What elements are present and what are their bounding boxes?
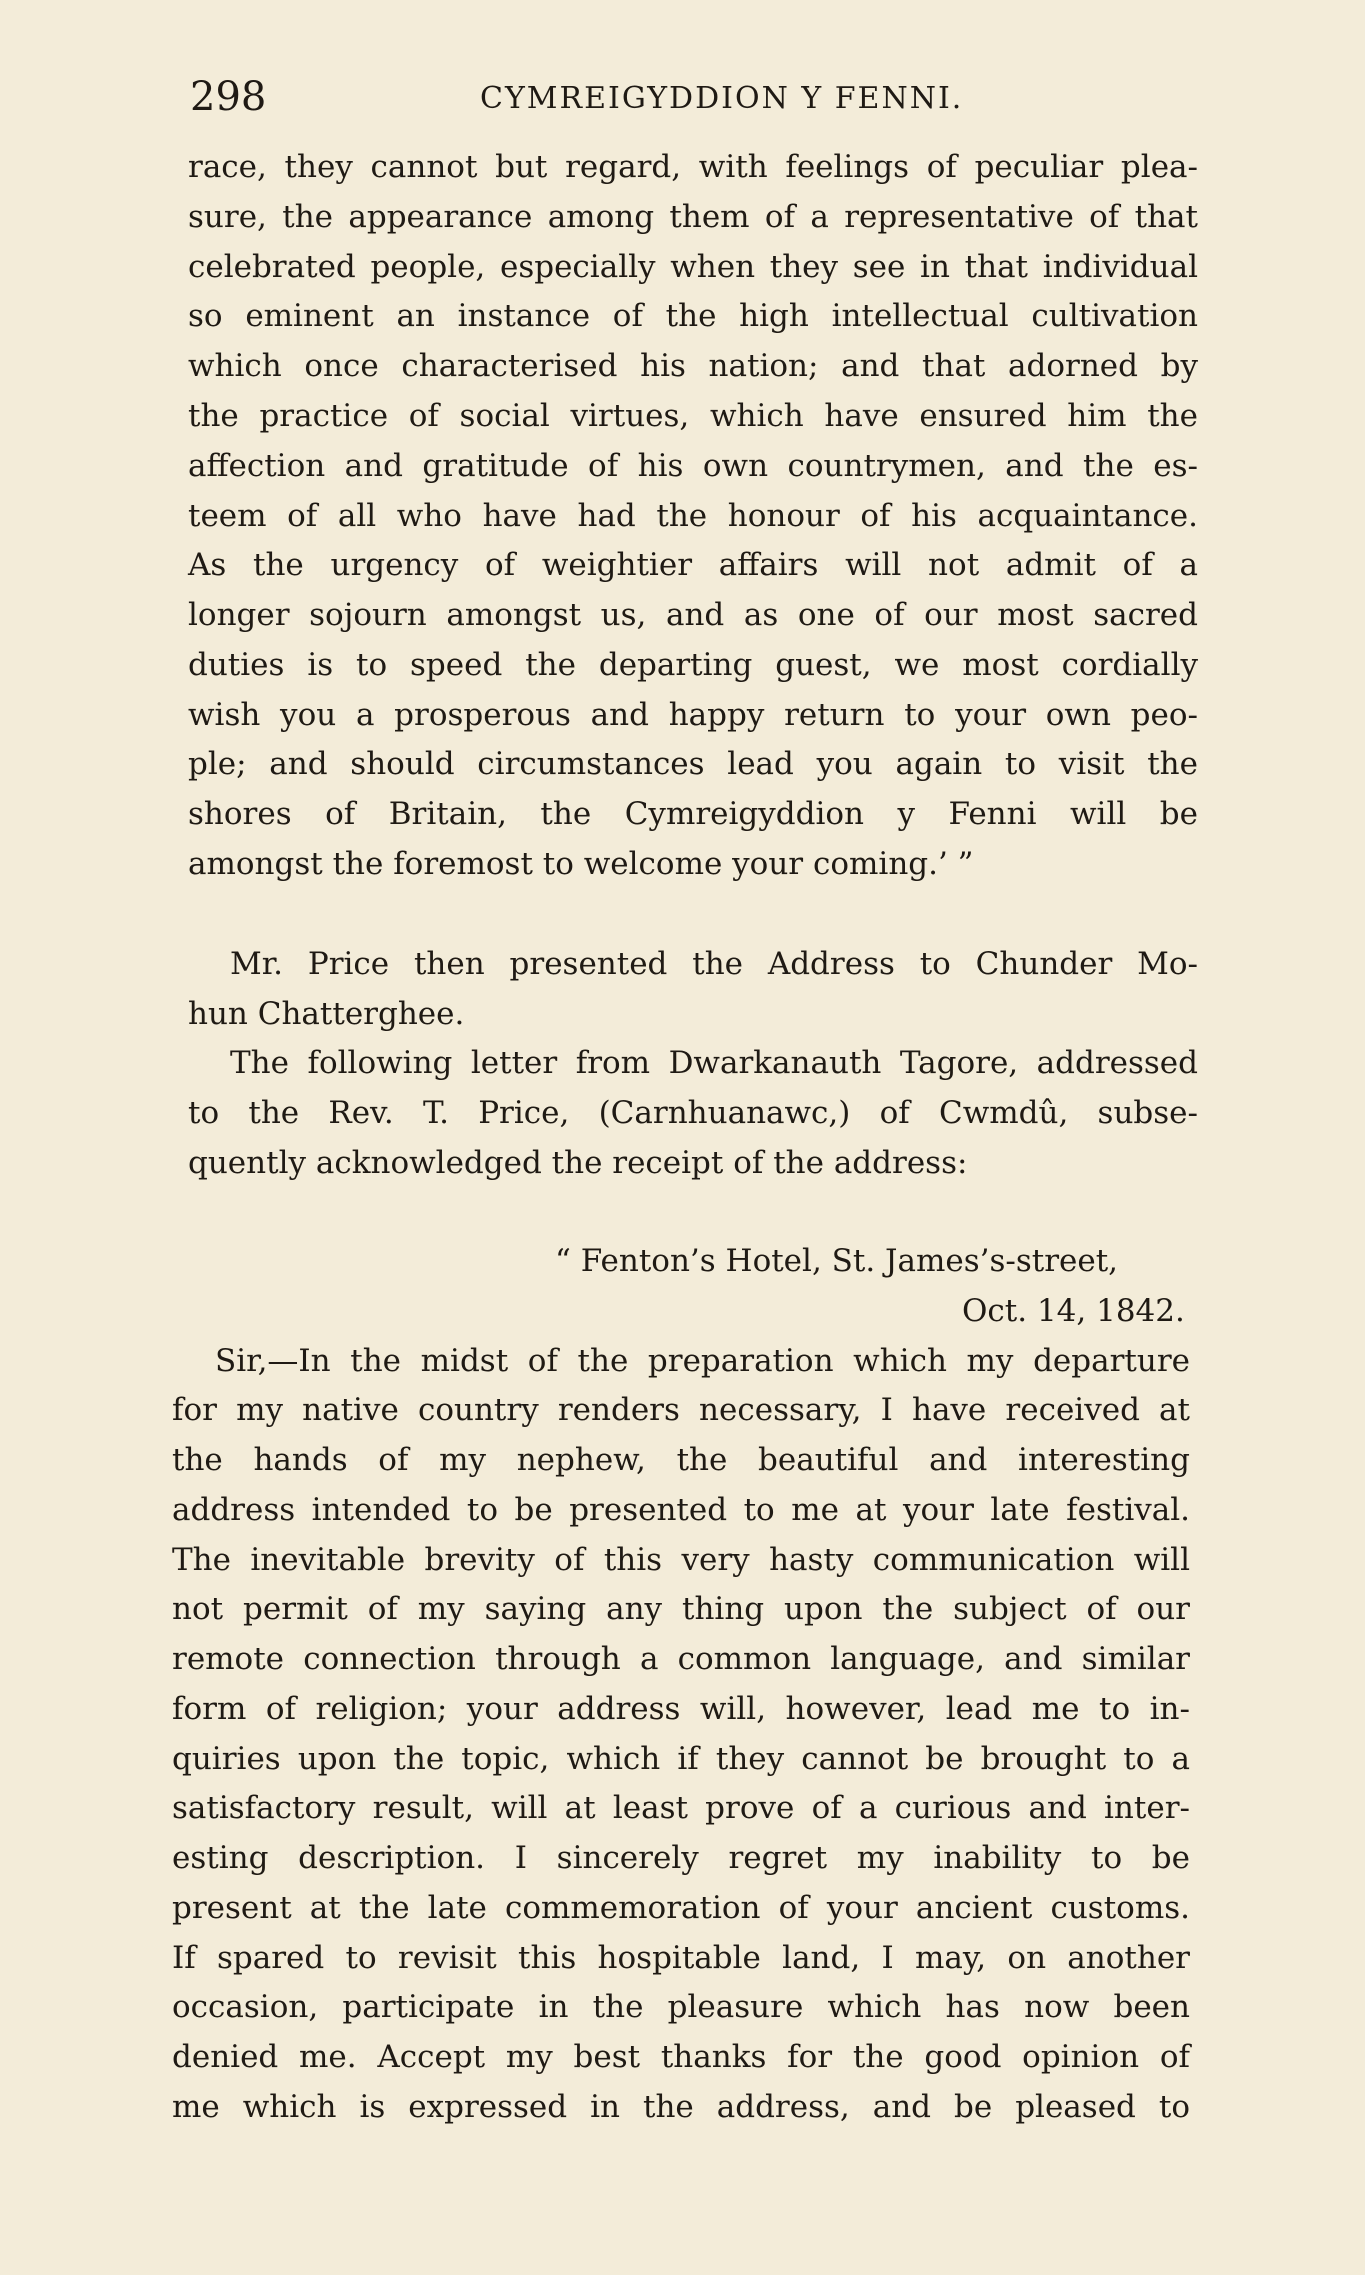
text-line: wish you a prosperous and happy return to your own peo- <box>188 697 1198 733</box>
page-number: 298 <box>190 74 267 120</box>
text-line: the hands of my nephew, the beautiful and interesting <box>172 1442 1190 1478</box>
running-head: CYMREIGYDDION Y FENNI. <box>480 81 964 116</box>
text-line: address intended to be presented to me at your late festival. <box>172 1492 1190 1528</box>
text-line: satisfactory result, will at least prove of a curious and inter- <box>172 1790 1190 1826</box>
text-line: shores of Britain, the Cymreigyddion y Fenni will be <box>188 796 1198 832</box>
text-line: quently acknowledged the receipt of the address: <box>188 1145 968 1181</box>
text-line: me which is expressed in the address, and be pleased to <box>172 2089 1190 2125</box>
text-line: longer sojourn amongst us, and as one of our most sacred <box>188 597 1198 633</box>
text-line: The inevitable brevity of this very hasty communication will <box>172 1542 1190 1578</box>
text-line: occasion, participate in the pleasure which has now been <box>172 1989 1190 2025</box>
text-line: present at the late commemoration of your ancient customs. <box>172 1890 1190 1926</box>
text-line: affection and gratitude of his own countrymen, and the es- <box>188 448 1198 484</box>
text-line: duties is to speed the departing guest, we most cordially <box>188 647 1198 683</box>
text-line: form of religion; your address will, however, lead me to in- <box>172 1691 1190 1727</box>
text-line: race, they cannot but regard, with feelings of peculiar plea- <box>188 149 1198 185</box>
text-line: for my native country renders necessary, I have received at <box>172 1392 1190 1428</box>
text-line: As the urgency of weightier affairs will not admit of a <box>188 547 1198 583</box>
text-line: The following letter from Dwarkanauth Tagore, addressed <box>230 1045 1198 1081</box>
text-line: quiries upon the topic, which if they cannot be brought to a <box>172 1741 1190 1777</box>
text-line: amongst the foremost to welcome your coming.’ ” <box>188 846 974 882</box>
text-line: ple; and should circumstances lead you again to visit the <box>188 746 1198 782</box>
page-header <box>190 72 1200 122</box>
text-line: If spared to revisit this hospitable land, I may, on another <box>172 1940 1190 1976</box>
letter-date-line: Oct. 14, 1842. <box>962 1293 1185 1329</box>
text-line: denied me. Accept my best thanks for the good opinion of <box>172 2039 1190 2075</box>
text-line: not permit of my saying any thing upon the subject of our <box>172 1591 1190 1627</box>
text-line: hun Chatterghee. <box>188 996 465 1032</box>
text-line: teem of all who have had the honour of his acquaintance. <box>188 498 1198 534</box>
letter-address-line: “ Fenton’s Hotel, St. James’s-street, <box>555 1243 1119 1279</box>
text-line: remote connection through a common language, and similar <box>172 1641 1190 1677</box>
text-line: Sir,—In the midst of the preparation which my departure <box>215 1343 1190 1379</box>
text-line: which once characterised his nation; and that adorned by <box>188 348 1198 384</box>
text-line: so eminent an instance of the high intellectual cultivation <box>188 298 1198 334</box>
text-line: celebrated people, especially when they see in that individual <box>188 249 1198 285</box>
text-line: the practice of social virtues, which have ensured him the <box>188 398 1198 434</box>
text-line: sure, the appearance among them of a representative of that <box>188 199 1198 235</box>
text-line: esting description. I sincerely regret my inability to be <box>172 1840 1190 1876</box>
text-line: to the Rev. T. Price, (Carnhuanawc,) of Cwmdû, subse- <box>188 1095 1198 1131</box>
text-line: Mr. Price then presented the Address to Chunder Mo- <box>230 946 1198 982</box>
